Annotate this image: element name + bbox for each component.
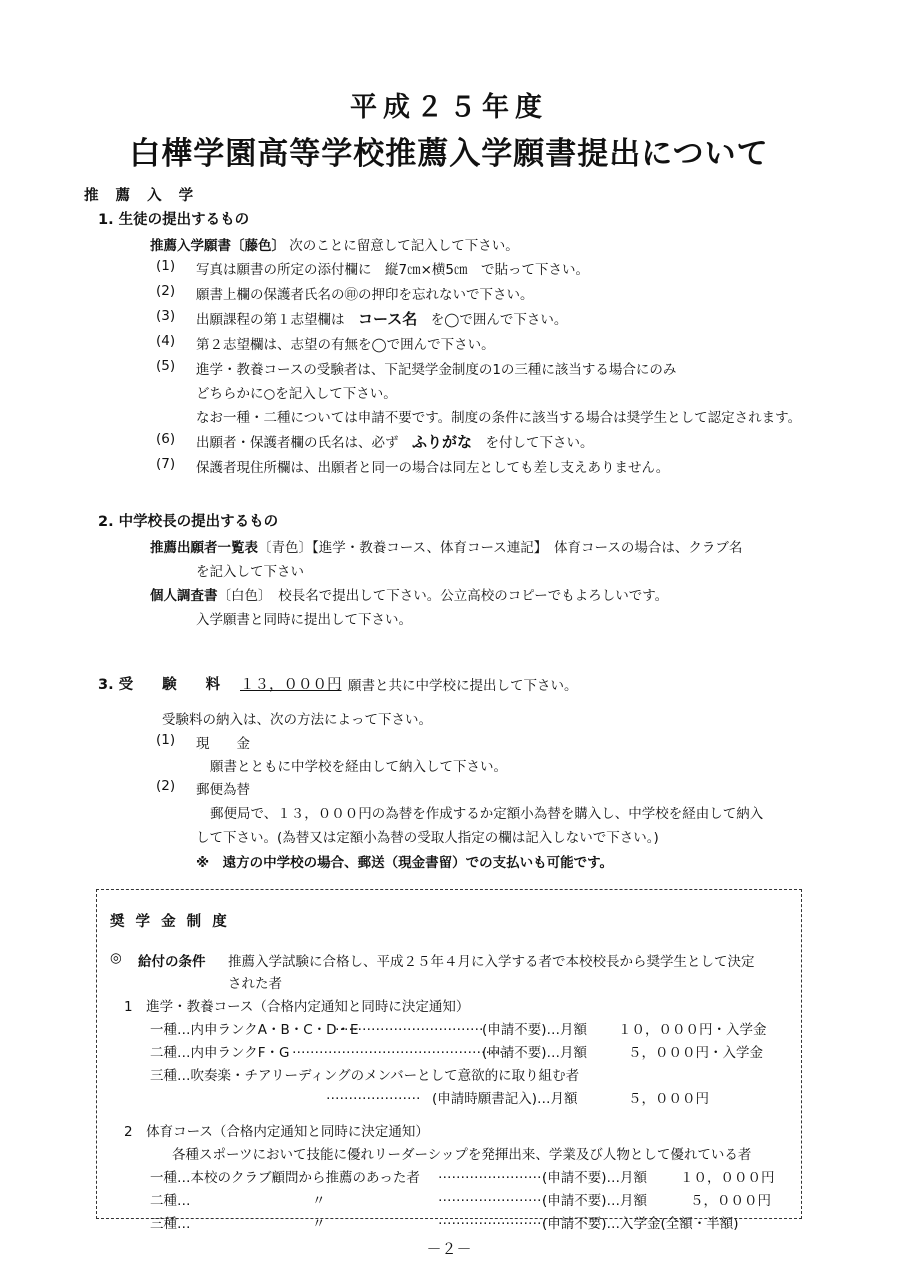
list-item-num: (1)	[156, 258, 176, 274]
title-year: 平成２５年度	[350, 92, 548, 123]
course2-row-ditto: 〃	[312, 1193, 326, 1209]
course2-row-amount: ５，０００円	[690, 1193, 771, 1209]
page-number: －２－	[426, 1240, 472, 1258]
section3-title: 3. 受 験 料	[98, 677, 221, 693]
list-item-num: (6)	[156, 431, 176, 447]
section1-title: 1. 生徒の提出するもの	[98, 212, 250, 228]
page-title: 白樺学園高等学校推薦入学願書提出について	[129, 136, 769, 172]
exam-fee: １３，０００円	[240, 677, 342, 693]
course1-row-dots: …………………………………………	[292, 1041, 508, 1057]
course1-row-status: (申請不要)…月額	[482, 1045, 588, 1061]
condition-text: された者	[228, 976, 282, 992]
course2-title: 2 体育コース（合格内定通知と同時に決定通知）	[124, 1124, 429, 1140]
course2-row-status: (申請不要)…月額	[542, 1170, 648, 1186]
course2-row-label: 二種…	[150, 1193, 191, 1209]
course1-row3-amount: ５，０００円	[628, 1091, 709, 1107]
course1-title: 1 進学・教養コース（合格内定通知と同時に決定通知）	[124, 999, 470, 1015]
course1-row-status: (申請不要)…月額	[482, 1022, 588, 1038]
course2-row-dots: ……………………	[438, 1166, 546, 1182]
payment-method-label: 現 金	[196, 736, 250, 752]
list-item-text: 進学・教養コースの受験者は、下記奨学金制度の1の三種に該当する場合にのみ	[196, 362, 677, 378]
course2-row-dots: ……………………	[438, 1189, 546, 1205]
course2-row-amount: １０，０００円	[680, 1170, 775, 1186]
payment-note: ※ 遠方の中学校の場合、郵送（現金書留）での支払いも可能です。	[196, 855, 614, 871]
section1-intro-bold: 推薦入学願書〔藤色〕	[150, 238, 285, 254]
course1-row3-status: (申請時願書記入)…月額	[432, 1091, 578, 1107]
course2-row-status: (申請不要)…入学金(全額・半額)	[542, 1216, 739, 1232]
list-item-bold: ふりがな	[412, 433, 473, 451]
list-item-num: (3)	[156, 308, 176, 324]
course2-row-dots: ……………………	[438, 1212, 546, 1228]
section1-intro	[150, 234, 519, 254]
list-item-text	[196, 431, 594, 452]
payment-method-num: (1)	[156, 732, 176, 748]
section2-line1-rest: 〔青色〕【進学・教養コース、体育コース連記】 体育コースの場合は、クラブ名	[258, 540, 743, 556]
course2-row-status: (申請不要)…月額	[542, 1193, 648, 1209]
section2-line1-bold: 推薦出願者一覧表	[150, 540, 258, 556]
condition-mark: ◎	[110, 950, 122, 966]
section2-line3-bold: 個人調査書	[150, 588, 218, 604]
scholarship-title: 奨 学 金 制 度	[110, 914, 230, 930]
payment-method-text: 郵便局で、１３，０００円の為替を作成するか定額小為替を購入し、中学校を経由して納入	[210, 806, 764, 822]
list-item-post: を◯で囲んで下さい。	[417, 312, 568, 328]
payment-method-text: して下さい。(為替又は定額小為替の受取人指定の欄は記入しないで下さい。)	[196, 830, 659, 846]
section2-line2: を記入して下さい	[196, 564, 304, 580]
section2-line1	[150, 536, 742, 556]
list-item-bold: コース名	[358, 310, 418, 328]
list-item-text	[196, 308, 567, 329]
course1-row-label: 一種…内申ランクA・B・C・D・E	[150, 1022, 359, 1038]
payment-method-text: 願書とともに中学校を経由して納入して下さい。	[210, 759, 507, 775]
payment-method-num: (2)	[156, 778, 176, 794]
course2-row-label: 三種…	[150, 1216, 191, 1232]
course1-row-amount: １０，０００円・入学金	[618, 1022, 767, 1038]
payment-intro: 受験料の納入は、次の方法によって下さい。	[162, 712, 432, 728]
list-item-num: (2)	[156, 283, 176, 299]
payment-method-label: 郵便為替	[196, 782, 250, 798]
list-item-text: どちらかに○を記入して下さい。	[196, 386, 397, 402]
heading-recommend: 推 薦 入 学	[84, 188, 200, 204]
course1-row3-label: 三種…吹奏楽・チアリーディングのメンバーとして意欲的に取り組む者	[150, 1068, 580, 1084]
list-item-text: なお一種・二種については申請不要です。制度の条件に該当する場合は奨学生として認定されます。	[196, 410, 802, 426]
list-item-text: 写真は願書の所定の添付欄に 縦7㎝×横5㎝ で貼って下さい。	[196, 262, 589, 278]
course2-row-ditto: 〃	[312, 1216, 326, 1232]
list-item-text: 願書上欄の保護者氏名の㊞の押印を忘れないで下さい。	[196, 287, 534, 303]
list-item-text: 保護者現住所欄は、出願者と同一の場合は同左としても差し支えありません。	[196, 460, 670, 476]
section2-title: 2. 中学校長の提出するもの	[98, 514, 279, 530]
course2-row-label: 一種…本校のクラブ顧問から推薦のあった者	[150, 1170, 420, 1186]
section1-intro-rest: 次のことに留意して記入して下さい。	[289, 238, 519, 254]
course1-row3-dots: …………………	[326, 1087, 421, 1103]
list-item-post: を付して下さい。	[472, 435, 594, 451]
course1-row-amount: ５，０００円・入学金	[628, 1045, 763, 1061]
condition-text: 推薦入学試験に合格し、平成２５年４月に入学する者で本校校長から奨学生として決定	[228, 954, 755, 970]
list-item-num: (4)	[156, 333, 176, 349]
section2-line3	[150, 584, 668, 604]
course1-row-dots: ……………………………	[335, 1018, 484, 1034]
list-item-pre: 出願課程の第１志望欄は	[196, 312, 358, 328]
list-item-num: (5)	[156, 358, 176, 374]
course2-desc: 各種スポーツにおいて技能に優れリーダーシップを発揮出来、学業及び人物として優れている者	[172, 1147, 752, 1163]
list-item-num: (7)	[156, 456, 176, 472]
exam-fee-note: 願書と共に中学校に提出して下さい。	[348, 678, 578, 694]
condition-label: 給付の条件	[138, 954, 206, 970]
list-item-text: 第２志望欄は、志望の有無を◯で囲んで下さい。	[196, 337, 495, 353]
section2-line3-rest: 〔白色〕 校長名で提出して下さい。公立高校のコピーでもよろしいです。	[217, 588, 669, 604]
course1-row-label: 二種…内申ランクF・G	[150, 1045, 290, 1061]
list-item-pre: 出願者・保護者欄の氏名は、必ず	[196, 435, 412, 451]
section2-line4: 入学願書と同時に提出して下さい。	[196, 612, 412, 628]
